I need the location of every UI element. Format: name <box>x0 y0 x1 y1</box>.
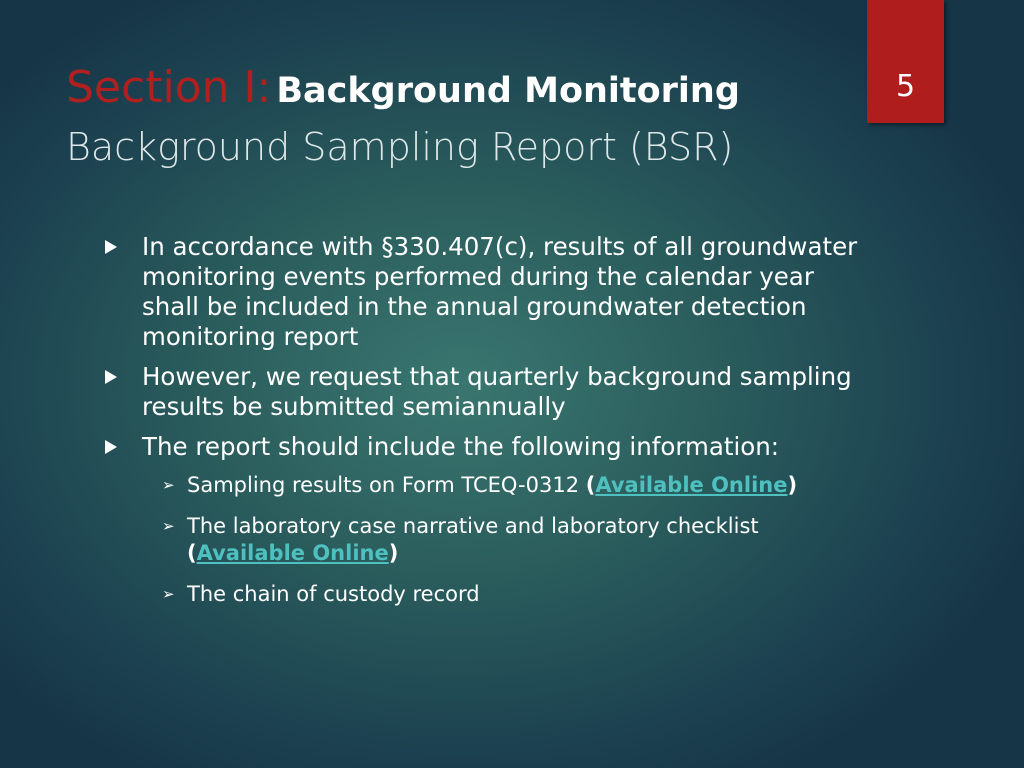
link-paren-close: ) <box>388 541 399 565</box>
sub-bullet-text: The chain of custody record <box>187 582 480 606</box>
link-paren-open: ( <box>187 541 197 565</box>
sub-bullet-item <box>142 581 874 608</box>
chevron-right-icon: ➢ <box>162 517 175 535</box>
chevron-right-icon: ➢ <box>162 476 175 494</box>
title-section-label: Section I: <box>66 62 272 113</box>
sub-bullet-list <box>142 472 874 608</box>
title-subtitle: Background Sampling Report (BSR) <box>66 125 734 169</box>
sub-bullet-item <box>142 472 874 499</box>
sub-bullet-item <box>142 513 874 567</box>
bullet-text: However, we request that quarterly background sampling results be submitted semiannually <box>142 362 852 421</box>
bullet-item <box>104 362 874 422</box>
right-triangle-icon <box>105 370 117 384</box>
available-online-link[interactable]: Available Online <box>196 541 389 565</box>
title-line-1 <box>66 62 856 123</box>
bullet-item <box>104 232 874 352</box>
right-triangle-icon <box>105 440 117 454</box>
available-online-link[interactable]: Available Online <box>595 473 788 497</box>
link-paren-open: ( <box>585 473 596 497</box>
right-triangle-icon <box>105 240 117 254</box>
chevron-right-icon: ➢ <box>162 585 175 603</box>
bullet-text: The report should include the following information: <box>142 432 780 461</box>
sub-bullet-text: The laboratory case narrative and laboratory checklist <box>187 514 759 538</box>
bullet-list <box>104 232 874 622</box>
title-topic: Background Monitoring <box>276 71 740 111</box>
sub-bullet-text: Sampling results on Form TCEQ-0312 <box>187 473 586 497</box>
page-number: 5 <box>895 69 916 104</box>
slide-title <box>66 62 856 171</box>
page-number-badge <box>867 0 944 123</box>
bullet-text: In accordance with §330.407(c), results of all groundwater monitoring events performed during the calendar year shall be included in the annual groundwater detection monitoring report <box>142 232 858 351</box>
bullet-item <box>104 432 874 462</box>
link-paren-close: ) <box>787 473 798 497</box>
